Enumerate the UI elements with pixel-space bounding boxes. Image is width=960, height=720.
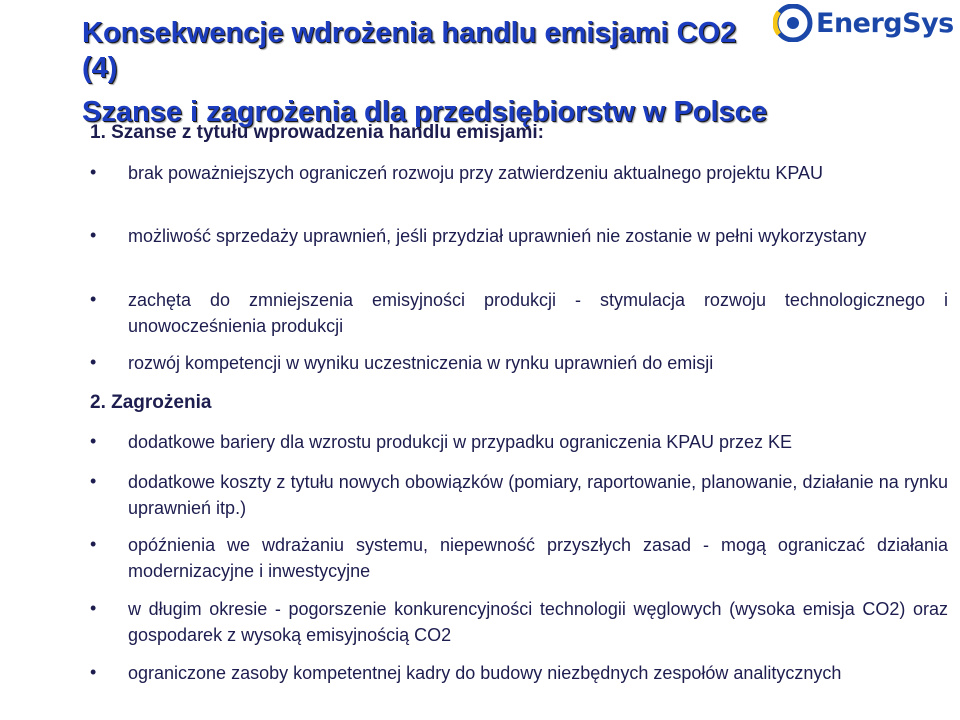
section-heading-opportunities: 1. Szanse z tytułu wprowadzenia handlu emisjami: [90, 122, 544, 143]
bullet-icon: • [90, 289, 97, 309]
list-item-text: brak poważniejszych ograniczeń rozwoju przy zatwierdzeniu aktualnego projektu KPAU [128, 163, 824, 183]
list-item-text: rozwój kompetencji w wyniku uczestniczenia w rynku uprawnień do emisji [128, 353, 714, 373]
list-item [90, 532, 948, 584]
list-item [90, 287, 948, 339]
list-item [90, 223, 948, 249]
list-item-text: dodatkowe bariery dla wzrostu produkcji w przypadku ograniczenia KPAU przez KE [128, 432, 792, 452]
list-item-text: opóźnienia we wdrażaniu systemu, niepewność przyszłych zasad - mogą ograniczać działania modernizacyjne i inwestycyjne [128, 535, 948, 581]
logo-emblem-icon [773, 4, 813, 42]
list-item-text: dodatkowe koszty z tytułu nowych obowiązków (pomiary, raportowanie, planowanie, działanie na rynku uprawnień itp.) [128, 472, 948, 518]
list-item-text: ograniczone zasoby kompetentnej kadry do budowy niezbędnych zespołów analitycznych [128, 663, 842, 683]
list-item [90, 469, 948, 521]
logo-mark-icon [773, 4, 813, 42]
list-item [90, 160, 948, 186]
list-item [90, 660, 948, 686]
list-item [90, 350, 948, 376]
title-line-3: Szanse i zagrożenia dla przedsiębiorstw w Polsce [82, 96, 767, 128]
section-heading-threats: 2. Zagrożenia [90, 392, 212, 413]
bullet-icon: • [90, 598, 97, 618]
list-item [90, 429, 948, 455]
list-item-text: zachęta do zmniejszenia emisyjności produkcji - stymulacja rozwoju technologicznego i unowocześnienia produkcji [128, 290, 948, 336]
bullet-icon: • [90, 534, 97, 554]
slide-title [82, 16, 882, 130]
list-item-text: możliwość sprzedaży uprawnień, jeśli przydział uprawnień nie zostanie w pełni wykorzystany [128, 226, 867, 246]
energsys-logo [773, 2, 960, 44]
list-item [90, 596, 948, 648]
bullet-icon: • [90, 471, 97, 491]
title-line-1: Konsekwencje wdrożenia handlu emisjami CO2 [82, 17, 737, 49]
logo-text: EnergSys [816, 7, 954, 39]
bullet-icon: • [90, 225, 97, 245]
title-line-2: (4) [82, 52, 118, 84]
bullet-icon: • [90, 352, 97, 372]
list-item-text: w długim okresie - pogorszenie konkurencyjności technologii węglowych (wysoka emisja CO2) oraz gospodarek z wysoką emisyjnością CO2 [128, 599, 948, 645]
bullet-icon: • [90, 431, 97, 451]
bullet-icon: • [90, 662, 97, 682]
bullet-icon: • [90, 162, 97, 182]
